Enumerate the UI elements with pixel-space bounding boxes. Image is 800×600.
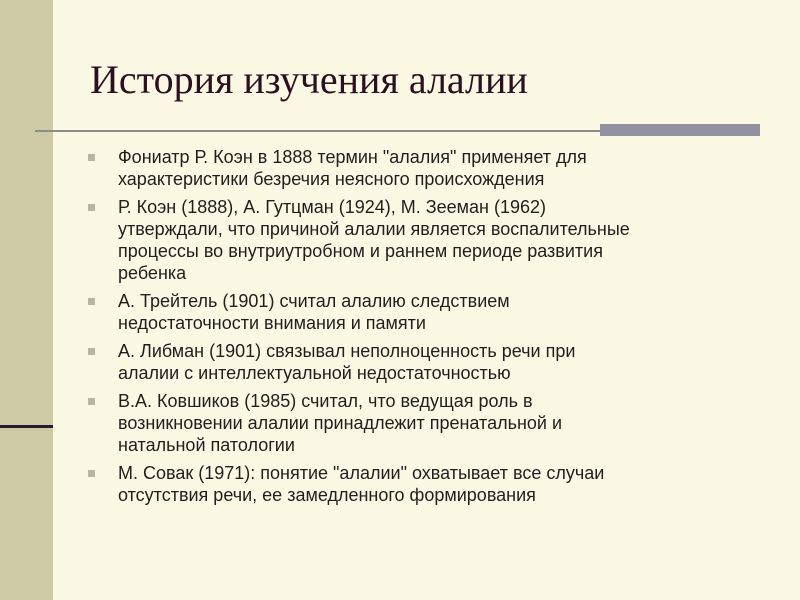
left-decorative-band: [0, 0, 53, 600]
square-bullet-icon: [88, 398, 95, 405]
slide-title: История изучения алалии: [90, 57, 528, 102]
square-bullet-icon: [88, 298, 95, 305]
square-bullet-icon: [88, 204, 95, 211]
bullet-text: Р. Коэн (1888), А. Гутцман (1924), М. Зееман (1962) утверждали, что причиной алалии является воспалительные процессы во внутриутробном и раннем периоде развития ребенка: [118, 197, 630, 283]
bullet-item: [88, 146, 778, 190]
title-divider-block: [600, 124, 760, 136]
bullet-item: [88, 462, 778, 506]
square-bullet-icon: [88, 154, 95, 161]
bullet-text: А. Либман (1901) связывал неполноценность речи при алалии с интеллектуальной недостаточностью: [118, 341, 576, 383]
bullet-item: [88, 390, 778, 456]
bullet-text: В.А. Ковшиков (1985) считал, что ведущая роль в возникновении алалии принадлежит пренатальной и натальной патологии: [118, 391, 563, 455]
bullet-list: [88, 146, 778, 512]
bullet-item: [88, 340, 778, 384]
bullet-item: [88, 196, 778, 284]
square-bullet-icon: [88, 470, 95, 477]
bullet-text: Фониатр Р. Коэн в 1888 термин "алалия" применяет для характеристики безречия неясного происхождения: [118, 147, 587, 189]
left-band-accent-line: [0, 425, 53, 428]
bullet-text: А. Трейтель (1901) считал алалию следствием недостаточности внимания и памяти: [118, 291, 510, 333]
bullet-text: М. Совак (1971): понятие "алалии" охватывает все случаи отсутствия речи, ее замедленного формирования: [118, 463, 605, 505]
square-bullet-icon: [88, 348, 95, 355]
bullet-item: [88, 290, 778, 334]
